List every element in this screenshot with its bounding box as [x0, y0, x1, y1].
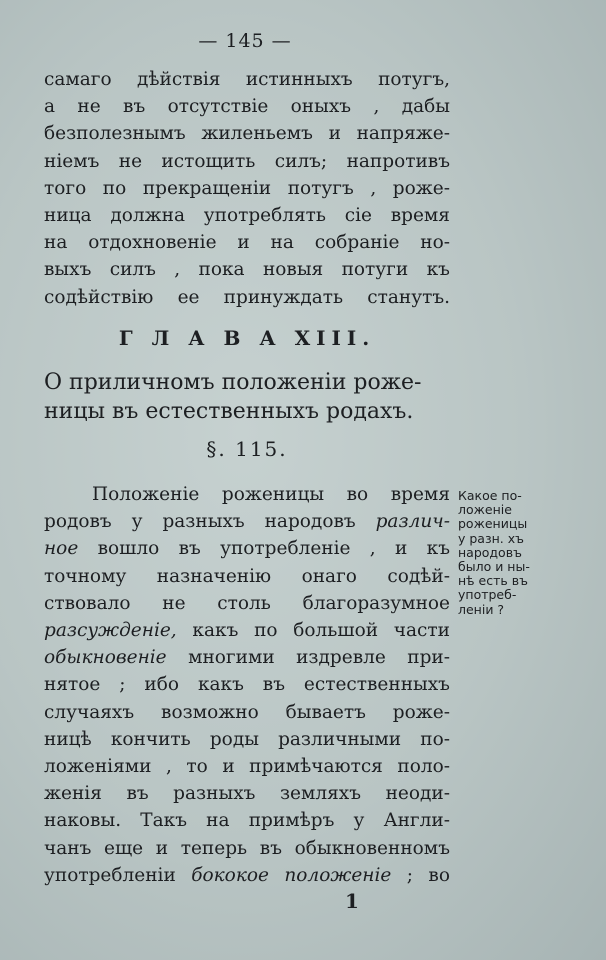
word: дѣйствія — [137, 69, 221, 90]
word: , — [370, 177, 377, 199]
word: по — [254, 620, 278, 642]
word: назначенію — [156, 565, 272, 587]
paragraph-continuation — [44, 66, 450, 311]
word: ное — [44, 538, 79, 560]
word: къ — [426, 538, 450, 560]
word: въ — [126, 783, 149, 805]
body-text-line — [44, 726, 450, 753]
word: роженицы — [221, 484, 325, 505]
word: но- — [420, 232, 450, 254]
word: , — [174, 259, 181, 281]
word: новыя — [262, 259, 324, 281]
word: народовъ — [264, 511, 356, 533]
word: Такъ — [140, 810, 187, 832]
body-text-line — [44, 617, 450, 644]
word: ; — [406, 864, 413, 886]
word: того — [44, 177, 87, 199]
word: примѣчаются — [249, 756, 383, 778]
word: теперь — [180, 837, 248, 859]
word: напротивъ — [346, 150, 450, 172]
page-number: — 145 — — [198, 30, 292, 52]
word: употребленіи — [44, 864, 176, 886]
word: у — [131, 511, 143, 533]
word: не — [162, 592, 186, 614]
word: поло- — [397, 756, 450, 778]
word: разсужденіе, — [44, 620, 177, 642]
word: роже- — [392, 701, 450, 723]
word: жиленьемъ — [201, 123, 313, 145]
body-text-line — [44, 508, 450, 535]
word: и — [328, 123, 341, 145]
word: по- — [420, 728, 450, 750]
word: женія — [44, 783, 102, 805]
word: вошло — [97, 538, 160, 560]
chapter-title — [44, 368, 450, 426]
word: на — [206, 810, 230, 832]
word: сіе — [344, 205, 372, 227]
word: потугъ — [287, 177, 354, 199]
word: родовъ — [44, 511, 112, 533]
word: бококое — [191, 864, 269, 886]
word: части — [393, 620, 450, 642]
margin-note-line: леніи ? — [458, 601, 505, 617]
word: ее — [177, 286, 200, 308]
body-text-line — [44, 862, 450, 889]
word: въ — [178, 538, 201, 560]
chapter-heading: Г Л А В А XIII. — [118, 326, 376, 350]
word: ; — [119, 674, 126, 696]
word: содѣй- — [387, 565, 450, 587]
word: различными — [278, 728, 402, 750]
word: то — [186, 756, 208, 778]
word: на — [270, 232, 294, 254]
word: обыкновеніе — [44, 647, 167, 669]
word: точному — [44, 565, 127, 587]
chapter-title-text-1: О приличномъ положеніи роже- — [44, 370, 422, 395]
word: станутъ. — [367, 286, 450, 308]
word: случаяхъ — [44, 701, 135, 723]
word: выхъ — [44, 259, 92, 281]
signature-mark: 1 — [345, 889, 359, 913]
word: и — [237, 232, 250, 254]
word: какъ — [197, 674, 244, 696]
word: естественныхъ — [303, 674, 450, 696]
chapter-title-line-2 — [44, 397, 450, 426]
word: примѣръ — [248, 810, 335, 832]
word: Положеніе — [92, 484, 200, 505]
word: кончить — [110, 728, 191, 750]
top-text-line — [44, 229, 450, 256]
word: еще — [104, 837, 144, 859]
word: столь — [217, 592, 271, 614]
body-text-line — [44, 835, 450, 862]
body-text-line — [44, 563, 450, 590]
word: разныхъ — [173, 783, 256, 805]
word: , — [369, 538, 376, 560]
word: а — [44, 96, 56, 118]
word: безполезнымъ — [44, 123, 186, 145]
word: обыкновенномъ — [294, 837, 450, 859]
word: время — [390, 484, 450, 505]
word: время — [390, 205, 450, 227]
word: потугъ, — [378, 69, 450, 90]
word: чанъ — [44, 837, 92, 859]
body-text-line — [44, 644, 450, 671]
word: роже- — [392, 177, 450, 199]
word: , — [166, 756, 172, 778]
margin-note-line: было и ны- — [458, 559, 530, 575]
top-text-line — [44, 148, 450, 175]
word: дабы — [401, 96, 450, 118]
word: по — [102, 177, 127, 199]
margin-note-line: нѣ есть въ — [458, 573, 528, 589]
margin-note-line: народовъ — [458, 544, 522, 560]
word: ніемъ — [44, 150, 100, 172]
body-text-line — [44, 753, 450, 780]
word: силъ; — [274, 150, 328, 172]
word: въ — [262, 674, 285, 696]
margin-note-line: употреб- — [458, 587, 517, 603]
word: во — [346, 484, 369, 505]
margin-note-line: роженицы — [458, 516, 528, 532]
top-text-line — [44, 66, 450, 93]
word: и — [155, 837, 169, 859]
word: возможно — [161, 701, 259, 723]
word: и — [395, 538, 408, 560]
body-text-line — [44, 535, 450, 562]
word: ствовало — [44, 592, 131, 614]
section-marker: §. 115. — [206, 437, 288, 461]
word: не — [118, 150, 143, 172]
top-text-line — [44, 202, 450, 229]
margin-note-line: Какое по- — [458, 488, 522, 503]
word: положеніе — [284, 864, 392, 886]
word: ибо — [144, 674, 180, 696]
word: ница — [44, 205, 92, 227]
top-text-line — [44, 284, 450, 311]
top-text-line — [44, 120, 450, 147]
margin-note — [458, 489, 568, 617]
word: принуждать — [223, 286, 344, 308]
section-body — [44, 481, 450, 889]
word: не — [77, 96, 101, 118]
word: въ — [259, 837, 282, 859]
word: при- — [407, 647, 450, 669]
top-text-line — [44, 256, 450, 283]
chapter-title-text-2: ницы въ естественныхъ родахъ. — [44, 399, 414, 424]
word: Англи- — [383, 810, 450, 832]
word: издревле — [296, 647, 386, 669]
word: отсутствіе — [167, 96, 269, 118]
word: и — [222, 756, 235, 778]
word: къ — [426, 259, 450, 281]
word: многими — [188, 647, 275, 669]
word: ложеніями — [44, 756, 152, 778]
word: истинныхъ — [245, 69, 353, 90]
word: содѣйствію — [44, 286, 154, 308]
margin-note-line: ложеніе — [458, 502, 512, 518]
word: у — [353, 810, 365, 832]
word: истощить — [161, 150, 256, 172]
word: собраніе — [314, 232, 400, 254]
body-text-line — [44, 671, 450, 698]
body-text-line — [44, 807, 450, 834]
word: во — [428, 864, 450, 886]
word: пока — [198, 259, 245, 281]
body-text-line — [44, 699, 450, 726]
word: благоразумное — [302, 592, 450, 614]
word: должна — [110, 205, 185, 227]
word: оныхъ — [290, 96, 352, 118]
word: роды — [209, 728, 259, 750]
word: прекращеніи — [142, 177, 272, 199]
word: наковы. — [44, 810, 122, 832]
top-text-line — [44, 93, 450, 120]
word: онаго — [301, 565, 357, 587]
word: нятое — [44, 674, 101, 696]
word: какъ — [192, 620, 239, 642]
word: разныхъ — [162, 511, 245, 533]
word: , — [373, 96, 380, 118]
word: различ- — [375, 511, 450, 533]
word: большой — [293, 620, 379, 642]
word: отдохновеніе — [88, 232, 217, 254]
chapter-title-line-1 — [44, 368, 450, 397]
word: ницѣ — [44, 728, 92, 750]
word: бываетъ — [285, 701, 366, 723]
word: употреблять — [203, 205, 326, 227]
top-text-line — [44, 175, 450, 202]
word: въ — [123, 96, 146, 118]
word: на — [44, 232, 68, 254]
body-text-line — [44, 481, 450, 508]
body-text-line — [44, 590, 450, 617]
word: употребленіе — [220, 538, 351, 560]
word: земляхъ — [279, 783, 362, 805]
word: силъ — [109, 259, 156, 281]
word: самаго — [44, 69, 112, 90]
word: потуги — [341, 259, 409, 281]
word: напряже- — [356, 123, 450, 145]
margin-note-line: у разн. хъ — [458, 530, 524, 546]
word: неоди- — [385, 783, 450, 805]
body-text-line — [44, 780, 450, 807]
